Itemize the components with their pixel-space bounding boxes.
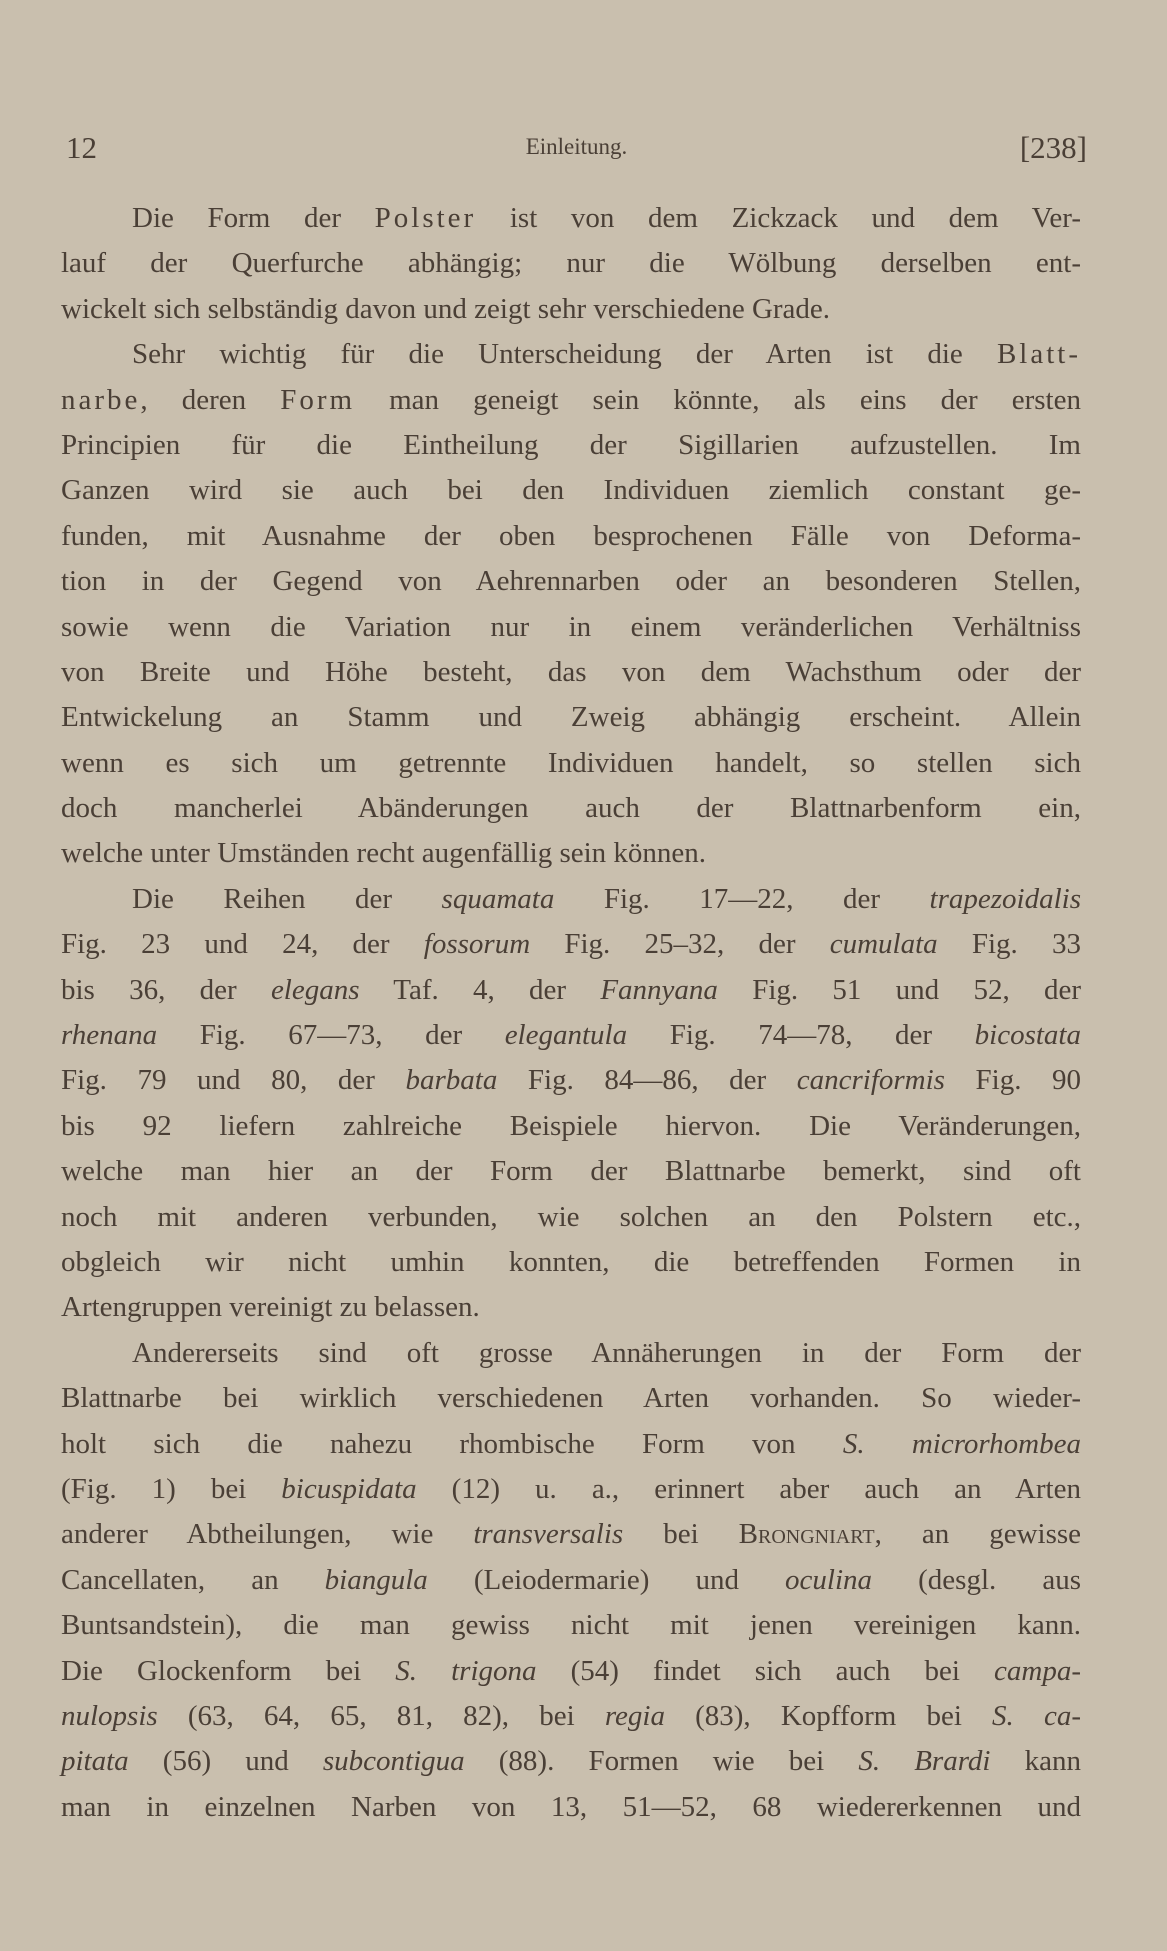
text-line: anderer Abtheilungen, wie transversalis bei Brongniart, an gewisse: [61, 1518, 1082, 1551]
text-line: Entwickelung an Stamm und Zweig abhängig erscheint. Allein: [61, 701, 1081, 734]
text-line: rhenana Fig. 67—73, der elegantula Fig. 74—78, der bicostata: [61, 1019, 1081, 1052]
body-text: [61, 196, 1081, 1830]
text-line: tion in der Gegend von Aehrennarben oder an besonderen Stellen,: [61, 565, 1081, 598]
text-line: welche unter Umständen recht augenfällig sein können.: [61, 837, 707, 870]
text-line: Artengruppen vereinigt zu belassen.: [61, 1291, 480, 1324]
text-line: wenn es sich um getrennte Individuen handelt, so stellen sich: [61, 746, 1081, 779]
text-line: pitata (56) und subcontigua (88). Formen wie bei S. Brardi kann: [61, 1745, 1081, 1778]
text-line: Fig. 79 und 80, der barbata Fig. 84—86, der cancriformis Fig. 90: [61, 1064, 1082, 1097]
text-line: Blattnarbe bei wirklich verschiedenen Arten vorhanden. So wieder-: [61, 1382, 1081, 1415]
text-line: wickelt sich selbständig davon und zeigt sehr verschiedene Grade.: [61, 292, 831, 325]
text-line: narbe, deren Form man geneigt sein könnte, als eins der ersten: [61, 383, 1081, 416]
text-line: Die Reihen der squamata Fig. 17—22, der trapezoidalis: [132, 882, 1081, 915]
text-line: von Breite und Höhe besteht, das von dem Wachsthum oder der: [61, 655, 1081, 688]
text-line: Buntsandstein), die man gewiss nicht mit jenen vereinigen kann.: [61, 1609, 1081, 1642]
text-line: funden, mit Ausnahme der oben besprochenen Fälle von Deforma-: [61, 519, 1081, 552]
page-reference: [238]: [1019, 130, 1087, 165]
text-line: lauf der Querfurche abhängig; nur die Wölbung derselben ent-: [61, 247, 1081, 280]
text-line: Die Glockenform bei S. trigona (54) findet sich auch bei campa-: [61, 1654, 1081, 1687]
text-line: man in einzelnen Narben von 13, 51—52, 68 wiedererkennen und: [61, 1790, 1081, 1823]
text-line: doch mancherlei Abänderungen auch der Blattnarbenform ein,: [61, 792, 1081, 825]
page-number: 12: [66, 130, 97, 165]
text-line: Cancellaten, an biangula (Leiodermarie) und oculina (desgl. aus: [61, 1563, 1081, 1596]
text-line: sowie wenn die Variation nur in einem veränderlichen Verhältniss: [61, 610, 1081, 643]
text-line: nulopsis (63, 64, 65, 81, 82), bei regia (83), Kopfform bei S. ca-: [61, 1699, 1081, 1732]
text-line: obgleich wir nicht umhin konnten, die betreffenden Formen in: [61, 1245, 1081, 1278]
text-line: Sehr wichtig für die Unterscheidung der Arten ist die Blatt-: [132, 338, 1081, 371]
text-line: Principien für die Eintheilung der Sigillarien aufzustellen. Im: [61, 428, 1081, 461]
text-line: bis 36, der elegans Taf. 4, der Fannyana Fig. 51 und 52, der: [61, 973, 1081, 1006]
page-header: [66, 130, 1087, 174]
text-line: Die Form der Polster ist von dem Zickzack und dem Ver-: [132, 202, 1081, 234]
text-line: welche man hier an der Form der Blattnarbe bemerkt, sind oft: [61, 1155, 1081, 1188]
text-line: Ganzen wird sie auch bei den Individuen ziemlich constant ge-: [61, 474, 1081, 507]
text-line: Fig. 23 und 24, der fossorum Fig. 25–32, der cumulata Fig. 33: [61, 928, 1081, 961]
text-line: (Fig. 1) bei bicuspidata (12) u. a., erinnert aber auch an Arten: [61, 1472, 1081, 1505]
text-line: bis 92 liefern zahlreiche Beispiele hiervon. Die Veränderungen,: [61, 1109, 1081, 1142]
text-line: Andererseits sind oft grosse Annäherungen in der Form der: [132, 1336, 1081, 1369]
running-title: Einleitung.: [525, 134, 628, 159]
author-name: Brongniart: [738, 1518, 875, 1551]
text-line: noch mit anderen verbunden, wie solchen an den Polstern etc.,: [61, 1200, 1081, 1233]
text-line: holt sich die nahezu rhombische Form von S. microrhombea: [61, 1427, 1081, 1460]
